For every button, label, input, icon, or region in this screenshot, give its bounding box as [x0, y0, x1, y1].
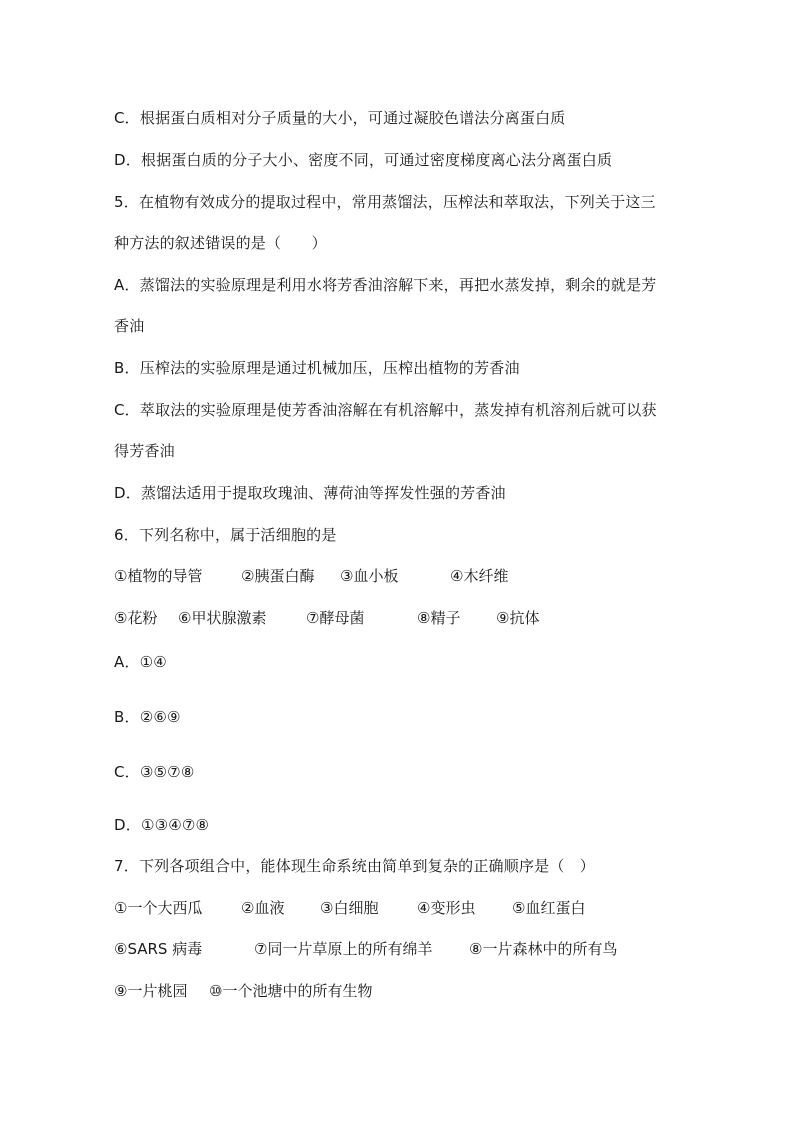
q5-option-c-line1: C．萃取法的实验原理是使芳香油溶解在有机溶解中，蒸发掉有机溶剂后就可以获 [114, 401, 657, 419]
q4-option-d: D．根据蛋白质的分子大小、密度不同，可通过密度梯度离心法分离蛋白质 [114, 151, 613, 169]
q5-stem-line1: 5．在植物有效成分的提取过程中，常用蒸馏法，压榨法和萃取法，下列关于这三 [114, 193, 656, 211]
q7-item: ⑩一个池塘中的所有生物 [209, 982, 373, 1000]
q6-item: ⑥甲状腺激素 [178, 609, 267, 627]
q6-item: ⑧精子 [417, 609, 461, 627]
q6-item: ⑤花粉 [114, 609, 158, 627]
q5-option-a-line1: A．蒸馏法的实验原理是利用水将芳香油溶解下来，再把水蒸发掉，剩余的就是芳 [114, 276, 657, 294]
q7-item: ⑤血红蛋白 [512, 899, 586, 917]
q7-item: ③白细胞 [320, 899, 379, 917]
q7-item: ⑧一片森林中的所有鸟 [469, 940, 618, 958]
q6-option-d: D．①③④⑦⑧ [114, 816, 210, 834]
q6-item: ⑨抗体 [496, 609, 540, 627]
q7-item: ④变形虫 [417, 899, 476, 917]
q7-item: ⑥SARS 病毒 [114, 940, 203, 958]
q6-item: ⑦酵母菌 [306, 609, 365, 627]
q7-item: ①一个大西瓜 [114, 899, 203, 917]
q6-option-b: B．②⑥⑨ [114, 708, 181, 726]
q6-item: ③血小板 [340, 567, 399, 585]
q5-option-d: D．蒸馏法适用于提取玫瑰油、薄荷油等挥发性强的芳香油 [114, 484, 506, 502]
q7-item: ②血液 [241, 899, 285, 917]
q6-item: ①植物的导管 [114, 567, 203, 585]
q7-item: ⑨一片桃园 [114, 982, 188, 1000]
q7-stem: 7．下列各项组合中，能体现生命系统由简单到复杂的正确顺序是（ ） [114, 857, 595, 875]
q5-option-a-line2: 香油 [114, 317, 145, 335]
q6-option-a: A．①④ [114, 653, 167, 671]
q5-stem-line2: 种方法的叙述错误的是（ ） [114, 234, 327, 252]
q6-stem: 6．下列名称中，属于活细胞的是 [114, 526, 337, 544]
q5-option-b: B．压榨法的实验原理是通过机械加压，压榨出植物的芳香油 [114, 359, 520, 377]
q4-option-c: C．根据蛋白质相对分子质量的大小，可通过凝胶色谱法分离蛋白质 [114, 109, 566, 127]
q6-item: ④木纤维 [450, 567, 509, 585]
q5-option-c-line2: 得芳香油 [114, 442, 175, 460]
q7-item: ⑦同一片草原上的所有绵羊 [254, 940, 433, 958]
q6-option-c: C．③⑤⑦⑧ [114, 763, 195, 781]
q6-item: ②胰蛋白酶 [241, 567, 315, 585]
